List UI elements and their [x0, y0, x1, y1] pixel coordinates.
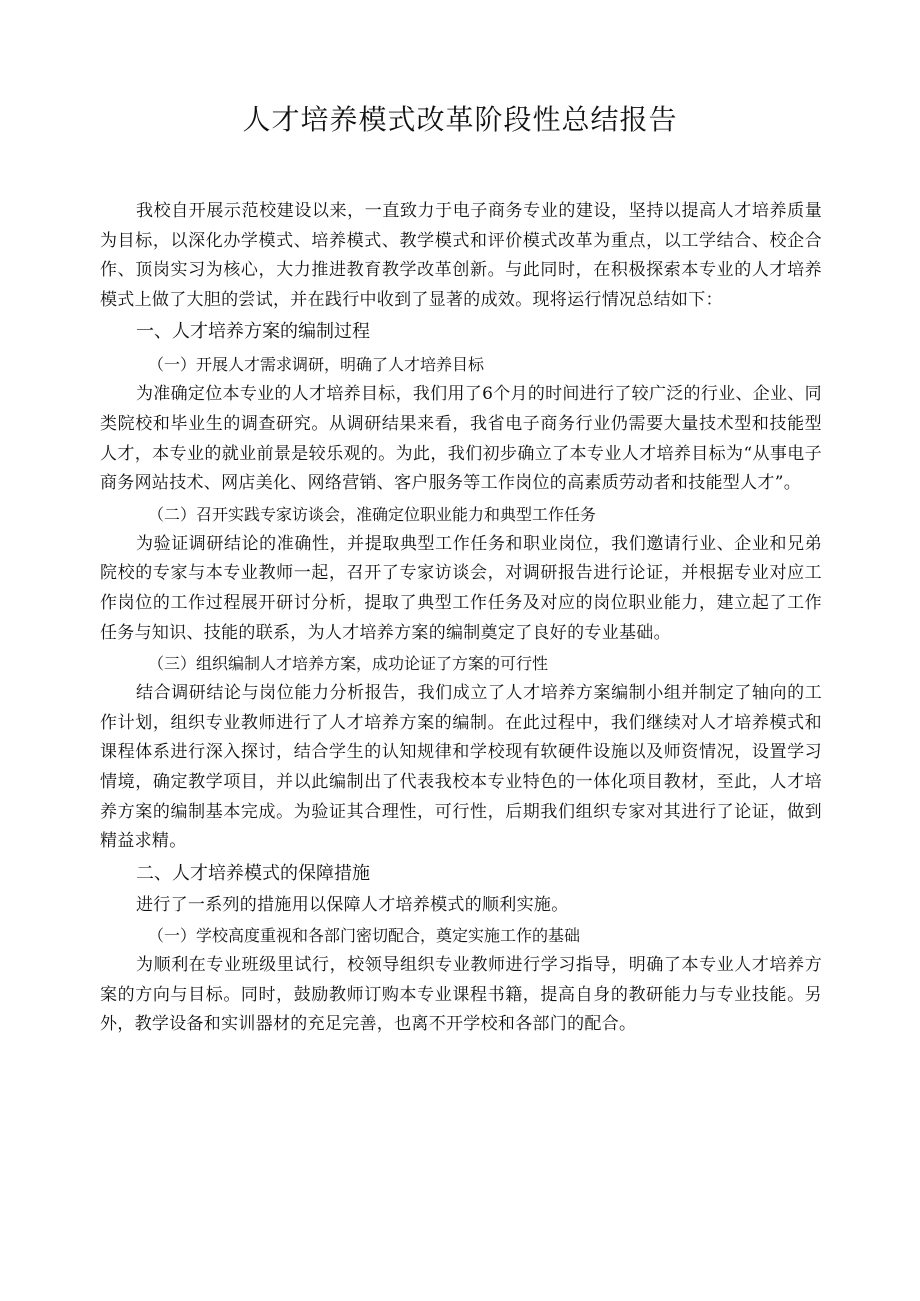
section-2-intro-paragraph: 进行了一系列的措施用以保障人才培养模式的顺利实施。 — [136, 894, 569, 915]
section-1-sub-3-heading: （三）组织编制人才培养方案，成功论证了方案的可行性 — [148, 654, 549, 674]
section-1-sub-2-paragraph: 为验证调研结论的准确性，并提取典型工作任务和职业岗位，我们邀请行业、企业和兄弟院校的专家与本专业教师一起，召开了专家访谈会，对调研报告进行论证，并根据专业对应工作岗位的工作过程展开研讨分析，提取了典型工作任务及对应的岗位职业能力，建立起了工作任务与知识、技能的联系，为人才培养方案的编制奠定了良好的专业基础。 — [100, 533, 822, 643]
section-2-sub-1-heading: （一）学校高度重视和各部门密切配合，奠定实施工作的基础 — [148, 926, 581, 946]
intro-paragraph: 我校自开展示范校建设以来，一直致力于电子商务专业的建设，坚持以提高人才培养质量为目标，以深化办学模式、培养模式、教学模式和评价模式改革为重点，以工学结合、校企合作、顶岗实习为核心，大力推进教育教学改革创新。与此同时，在积极探索本专业的人才培养模式上做了大胆的尝试，并在践行中收到了显著的成效。现将运行情况总结如下： — [100, 201, 822, 310]
section-2-sub-1-paragraph: 为顺利在专业班级里试行，校领导组织专业教师进行学习指导，明确了本专业人才培养方案的方向与目标。同时，鼓励教师订购本专业课程书籍，提高自身的教研能力与专业技能。另外，教学设备和实训器材的充足完善，也离不开学校和各部门的配合。 — [100, 955, 822, 1035]
section-1-sub-1-paragraph: 为准确定位本专业的人才培养目标，我们用了6个月的时间进行了较广泛的行业、企业、同类院校和毕业生的调查研究。从调研结果来看，我省电子商务行业仍需要大量技术型和技能型人才，本专业的就业前景是较乐观的。为此，我们初步确立了本专业人才培养目标为“从事电子商务网站技术、网店美化、网络营销、客户服务等工作岗位的高素质劳动者和技能型人才”。 — [100, 384, 822, 494]
document-title: 人才培养模式改革阶段性总结报告 — [242, 103, 678, 136]
section-2-heading: 二、人才培养模式的保障措施 — [136, 862, 370, 884]
document-body — [100, 197, 822, 1040]
section-1-heading: 一、人才培养方案的编制过程 — [136, 321, 370, 343]
section-1-sub-3-paragraph: 结合调研结论与岗位能力分析报告，我们成立了人才培养方案编制小组并制定了轴向的工作计划，组织专业教师进行了人才培养方案的编制。在此过程中，我们继续对人才培养模式和课程体系进行深入探讨，结合学生的认知规律和学校现有软硬件设施以及师资情况，设置学习情境，确定教学项目，并以此编制出了代表我校本专业特色的一体化项目教材，至此，人才培养方案的编制基本完成。为验证其合理性，可行性，后期我们组织专家对其进行了论证，做到精益求精。 — [100, 683, 822, 852]
section-1-sub-2-heading: （二）召开实践专家访谈会，准确定位职业能力和典型工作任务 — [148, 504, 597, 524]
section-1-sub-1-heading: （一）开展人才需求调研，明确了人才培养目标 — [148, 355, 485, 375]
